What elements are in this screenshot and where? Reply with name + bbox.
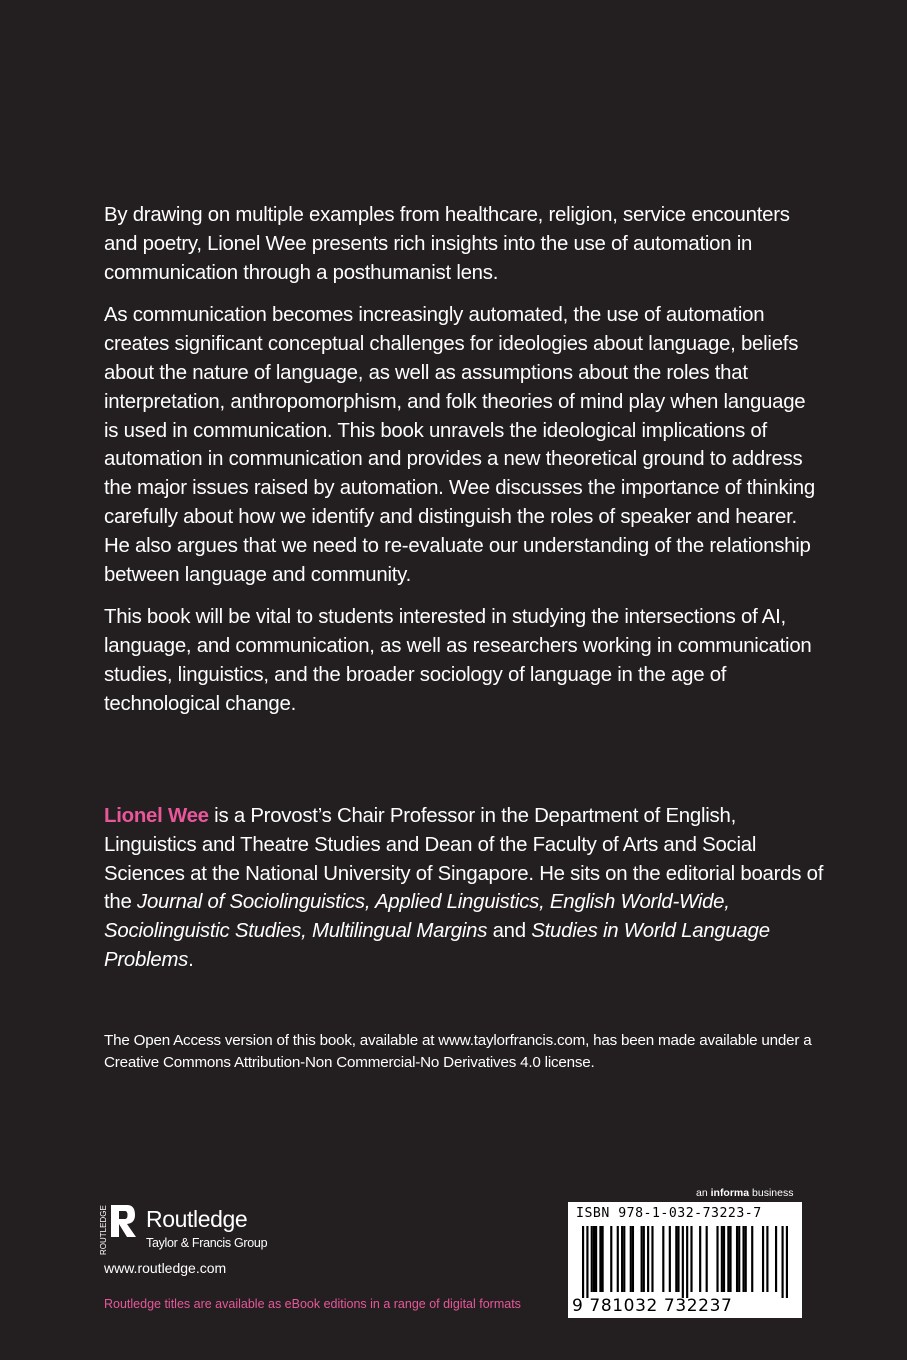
- barcode-bar: [599, 1226, 601, 1292]
- bio-journals-1: Journal of Sociolinguistics, Applied Linguistics, English World-Wide, Sociolinguistic Studies, Multilingual Margins: [104, 891, 730, 943]
- barcode-bar: [682, 1226, 684, 1298]
- informa-prefix: an: [696, 1187, 711, 1199]
- barcode-bar: [617, 1226, 619, 1292]
- barcode-bar: [786, 1226, 788, 1298]
- barcode-bar: [630, 1226, 632, 1292]
- barcode-bar: [686, 1226, 688, 1298]
- logo-subtitle: Taylor & Francis Group: [146, 1236, 268, 1250]
- barcode-bar: [721, 1226, 723, 1292]
- description-paragraph-1: By drawing on multiple examples from healthcare, religion, service encounters and poetry, Lionel Wee presents rich insights into the use of automation in communication through a posthumanist lens.: [104, 204, 790, 284]
- barcode-bar: [716, 1226, 718, 1292]
- barcode-bar: [586, 1226, 588, 1298]
- barcode-bar: [738, 1226, 740, 1292]
- barcode-bar: [699, 1226, 701, 1292]
- barcode-bar: [775, 1226, 777, 1292]
- barcode-bar: [610, 1226, 612, 1292]
- author-name: Lionel Wee: [104, 805, 209, 827]
- informa-brand: informa: [710, 1187, 750, 1199]
- barcode-bar: [745, 1226, 747, 1292]
- barcode-bar: [736, 1226, 738, 1292]
- barcode-bar: [762, 1226, 764, 1292]
- barcode-bar: [602, 1226, 604, 1292]
- open-access-notice: The Open Access version of this book, available at www.taylorfrancis.com, has been made available under a Creative Commons Attribution-Non Commercial-No Derivatives 4.0 license.: [104, 1032, 812, 1071]
- barcode-bar: [751, 1226, 753, 1292]
- barcode-bars: [582, 1226, 788, 1298]
- barcode-bar: [651, 1226, 653, 1292]
- barcode-bar: [706, 1226, 708, 1292]
- informa-suffix: business: [749, 1187, 794, 1199]
- barcode-bar: [643, 1226, 645, 1292]
- barcode-bar: [641, 1226, 643, 1292]
- barcode-bar: [675, 1226, 677, 1292]
- ebook-note: Routledge titles are available as eBook editions in a range of digital formats: [104, 1297, 521, 1311]
- barcode-bar: [662, 1226, 664, 1292]
- bio-and: and: [487, 920, 532, 943]
- bio-end: .: [188, 948, 194, 971]
- informa-business: [696, 1187, 793, 1199]
- publisher-website[interactable]: www.routledge.com: [104, 1260, 227, 1276]
- barcode-number: 9 781032 732237: [572, 1296, 733, 1316]
- barcode-bar: [742, 1226, 744, 1292]
- barcode-bar: [595, 1226, 597, 1292]
- bio-journals-2: Studies in World Language Problems: [104, 920, 770, 971]
- description: [104, 201, 824, 733]
- barcode-bar: [729, 1226, 731, 1292]
- barcode-bar: [690, 1226, 692, 1292]
- isbn-barcode: [568, 1202, 802, 1318]
- routledge-r-icon: [100, 1203, 140, 1255]
- barcode-bar: [621, 1226, 623, 1292]
- logo-vertical-text: ROUTLEDGE: [99, 1205, 108, 1255]
- barcode-bar: [582, 1226, 584, 1298]
- barcode-bar: [623, 1226, 625, 1292]
- bio-text-1: is a Provost’s Chair Professor in the Department of English, Linguistics and Theatre Studies and Dean of the Faculty of Arts and Social Sciences at the National University of Singapore. He sits on the editorial boards of the: [104, 805, 824, 914]
- barcode-bar: [669, 1226, 671, 1292]
- author-bio: [104, 802, 824, 975]
- barcode-bar: [647, 1226, 649, 1292]
- isbn-label: ISBN 978-1-032-73223-7: [576, 1206, 762, 1221]
- barcode-bar: [632, 1226, 634, 1292]
- barcode-bar: [723, 1226, 725, 1292]
- barcode-bar: [766, 1226, 768, 1292]
- barcode-bar: [781, 1226, 783, 1298]
- routledge-logo: [99, 1203, 268, 1255]
- barcode-bar: [593, 1226, 595, 1292]
- description-paragraph-3: This book will be vital to students interested in studying the intersections of AI, language, and communication, as well as researchers working in communication studies, linguistics, and the broader sociology of language in the age of technological change.: [104, 606, 812, 715]
- barcode-bar: [677, 1226, 679, 1292]
- barcode-bar: [727, 1226, 729, 1292]
- logo-name: Routledge: [146, 1206, 248, 1232]
- description-paragraph-2: As communication becomes increasingly automated, the use of automation creates significant conceptual challenges for ideologies about language, beliefs about the nature of language, as well as assumptions about the roles that interpretation, anthropomorphism, and folk theories of mind play when language is used in communication. This book unravels the ideological implications of automation in communication and provides a new theoretical ground to address the major issues raised by automation. Wee discusses the importance of thinking carefully about how we identify and distinguish the roles of speaker and hearer. He also argues that we need to re-evaluate our understanding of the relationship between language and community.: [104, 304, 815, 586]
- barcode-bar: [591, 1226, 593, 1292]
